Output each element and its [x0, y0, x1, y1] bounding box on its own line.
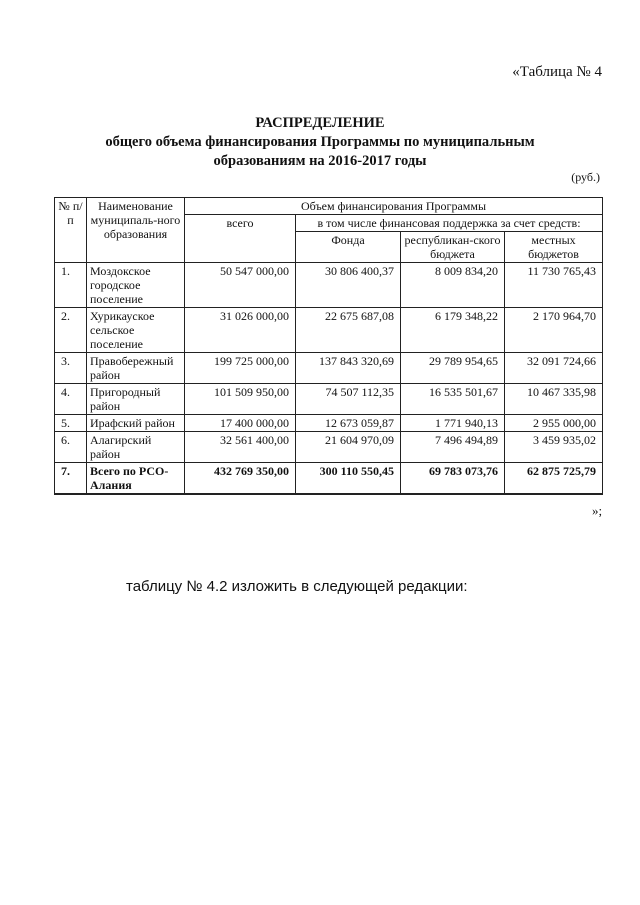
row-name: Хурикауское сельское поселение — [87, 308, 185, 353]
row-number: 1. — [55, 263, 87, 308]
row-fund: 12 673 059,87 — [296, 415, 401, 432]
total-republic: 69 783 073,76 — [401, 463, 505, 495]
row-local: 2 955 000,00 — [505, 415, 603, 432]
table-row — [55, 308, 603, 353]
currency-unit: (руб.) — [571, 170, 600, 184]
row-local: 10 467 335,98 — [505, 384, 603, 415]
total-row — [55, 463, 603, 495]
row-republic: 8 009 834,20 — [401, 263, 505, 308]
row-total: 32 561 400,00 — [185, 432, 296, 463]
row-fund: 137 843 320,69 — [296, 353, 401, 384]
table-row — [55, 415, 603, 432]
table-row — [55, 432, 603, 463]
header-num: № п/п — [55, 198, 87, 263]
row-local: 11 730 765,43 — [505, 263, 603, 308]
table-row — [55, 353, 603, 384]
header-total: всего — [185, 215, 296, 263]
title-line-1: РАСПРЕДЕЛЕНИЕ — [255, 115, 385, 131]
total-total: 432 769 350,00 — [185, 463, 296, 495]
row-republic: 1 771 940,13 — [401, 415, 505, 432]
row-total: 199 725 000,00 — [185, 353, 296, 384]
row-total: 17 400 000,00 — [185, 415, 296, 432]
row-local: 2 170 964,70 — [505, 308, 603, 353]
row-total: 50 547 000,00 — [185, 263, 296, 308]
row-republic: 6 179 348,22 — [401, 308, 505, 353]
total-local: 62 875 725,79 — [505, 463, 603, 495]
row-local: 3 459 935,02 — [505, 432, 603, 463]
title-line-3: образованиям на 2016-2017 годы — [213, 153, 427, 169]
row-name: Алагирский район — [87, 432, 185, 463]
row-name: Пригородный район — [87, 384, 185, 415]
row-number: 2. — [55, 308, 87, 353]
row-republic: 7 496 494,89 — [401, 432, 505, 463]
row-name: Ирафский район — [87, 415, 185, 432]
table-row — [55, 263, 603, 308]
financing-table — [54, 197, 603, 495]
title-line-2: общего объема финансирования Программы по муниципальным — [105, 134, 535, 150]
row-total: 31 026 000,00 — [185, 308, 296, 353]
header-including: в том числе финансовая поддержка за счет средств: — [296, 215, 603, 232]
document-title — [0, 114, 640, 171]
row-total: 101 509 950,00 — [185, 384, 296, 415]
instruction-text: таблицу № 4.2 изложить в следующей редакции: — [126, 578, 468, 595]
total-name: Всего по РСО-Алания — [87, 463, 185, 495]
row-name: Моздокское городское поселение — [87, 263, 185, 308]
row-republic: 29 789 954,65 — [401, 353, 505, 384]
row-republic: 16 535 501,67 — [401, 384, 505, 415]
quote-end: »; — [592, 503, 603, 518]
total-fund: 300 110 550,45 — [296, 463, 401, 495]
row-number: 3. — [55, 353, 87, 384]
header-local: местных бюджетов — [505, 232, 603, 263]
header-name: Наименование муниципаль-ного образования — [87, 198, 185, 263]
row-number: 4. — [55, 384, 87, 415]
table-row — [55, 384, 603, 415]
header-fund: Фонда — [296, 232, 401, 263]
row-number: 5. — [55, 415, 87, 432]
table-label: «Таблица № 4 — [512, 64, 602, 80]
total-number: 7. — [55, 463, 87, 495]
row-fund: 30 806 400,37 — [296, 263, 401, 308]
header-volume: Объем финансирования Программы — [185, 198, 603, 215]
header-republic: республикан-ского бюджета — [401, 232, 505, 263]
row-fund: 74 507 112,35 — [296, 384, 401, 415]
row-fund: 21 604 970,09 — [296, 432, 401, 463]
row-local: 32 091 724,66 — [505, 353, 603, 384]
row-name: Правобережный район — [87, 353, 185, 384]
row-fund: 22 675 687,08 — [296, 308, 401, 353]
row-number: 6. — [55, 432, 87, 463]
